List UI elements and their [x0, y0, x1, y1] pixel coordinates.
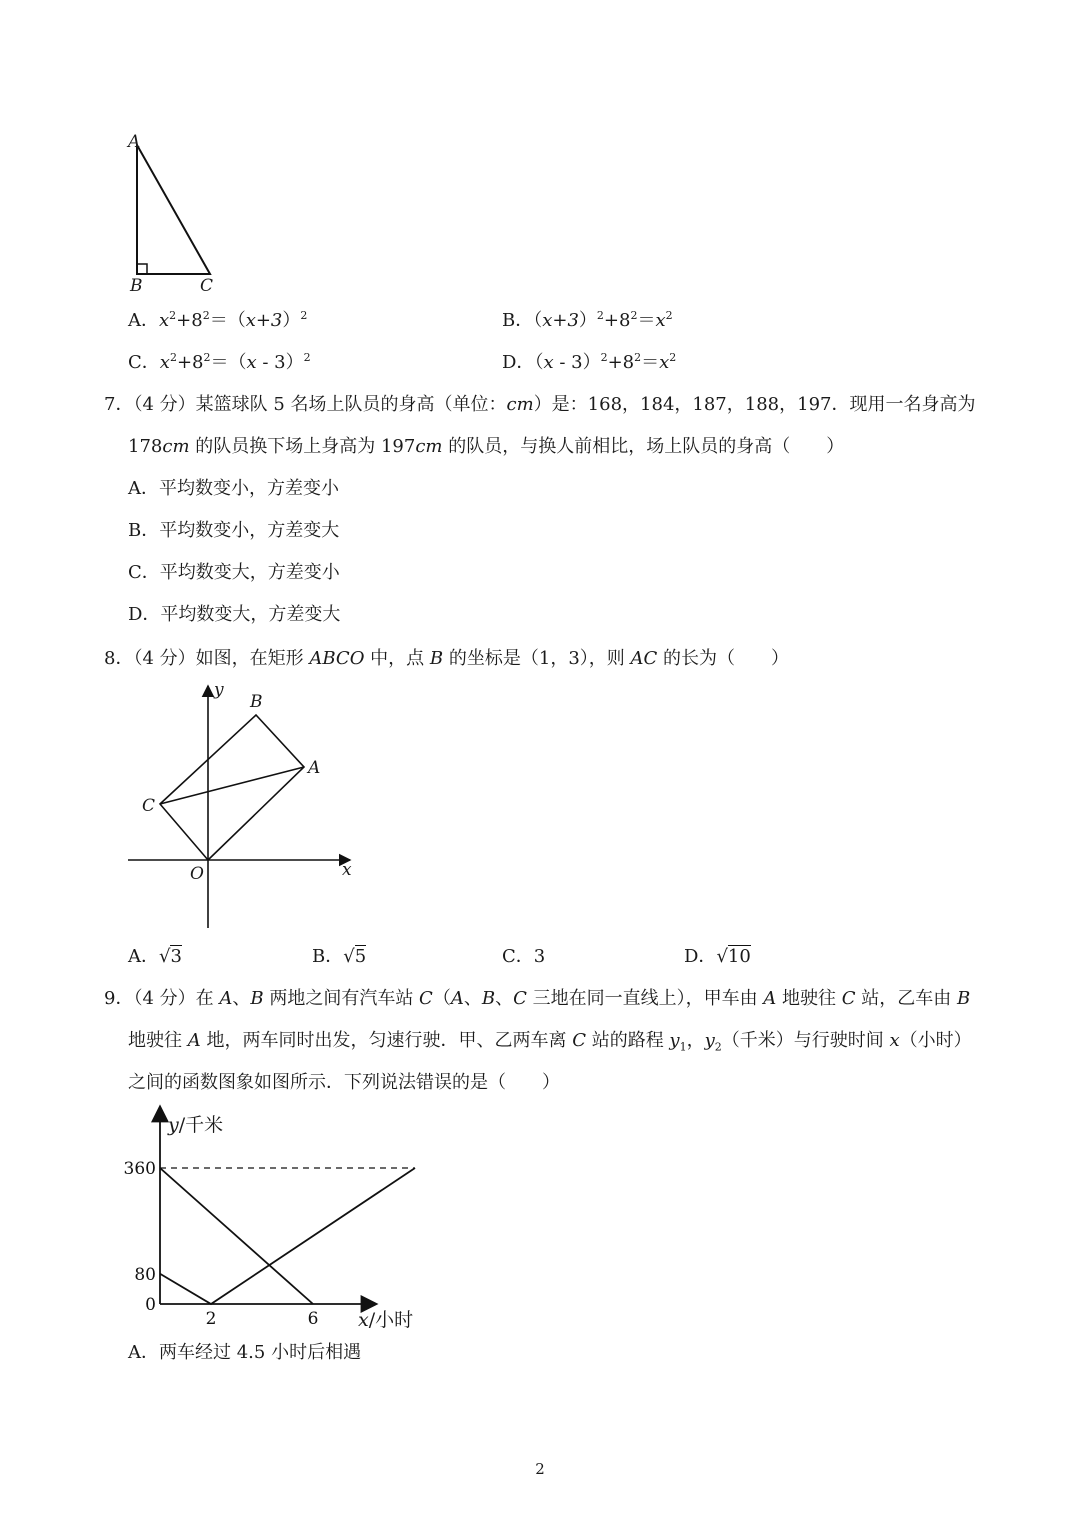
- q7-option-d[interactable]: D．平均数变大，方差变大: [128, 604, 341, 625]
- q6-option-a[interactable]: A．$x^2+8^2=(x+3)^2$: [128, 309, 308, 331]
- sqrt-sign-icon: √: [343, 946, 355, 967]
- q6-option-c[interactable]: C．$x^2+8^2=(x - 3)^2$: [128, 351, 311, 373]
- q7-option-a[interactable]: A．平均数变小，方差变小: [128, 478, 339, 499]
- triangle-label-b: B: [130, 276, 143, 296]
- q8-label-o: O: [190, 864, 204, 884]
- q8-label-c: C: [142, 796, 156, 816]
- y-tick-label: 360: [123, 1159, 156, 1179]
- x-tick-label: 2: [205, 1309, 217, 1329]
- y-tick-label: 0: [145, 1295, 156, 1315]
- x-tick-label: 6: [307, 1309, 319, 1329]
- q8-option-c[interactable]: C．3: [502, 946, 546, 967]
- y-tick-label: 80: [134, 1264, 156, 1285]
- q7-stem-line2: 178cm 的队员换下场上身高为 197cm 的队员，与换人前相比，场上队员的身高（ ）: [128, 436, 845, 457]
- q9-stem-line2: 地驶往 A 地，两车同时出发，匀速行驶．甲、乙两车离 C 站的路程 $y_1$，$y_2$（千米）与行驶时间 x（小时）: [128, 1030, 972, 1054]
- q8-label-b: B: [250, 692, 263, 712]
- q8-option-a[interactable]: A．√3: [128, 946, 182, 967]
- q8-option-d[interactable]: D．√10: [684, 946, 751, 967]
- sqrt-sign-icon: √: [159, 946, 171, 967]
- q8-label-y: y: [214, 680, 224, 700]
- triangle-label-c: C: [200, 276, 214, 296]
- q8-stem: 8．（4 分）如图，在矩形 ABCO 中，点 B 的坐标是（1，3），则 AC 的长为（ ）: [104, 648, 790, 669]
- q7-option-c[interactable]: C．平均数变大，方差变小: [128, 562, 340, 583]
- q9-stem-line1: 9．（4 分）在 A、B 两地之间有汽车站 C（A、B、C 三地在同一直线上），甲车由 A 地驶往 C 站，乙车由 B: [104, 988, 971, 1009]
- q6-option-b[interactable]: B．$(x+3)^2+8^2=x^2$: [502, 309, 673, 331]
- q6-option-d[interactable]: D．$(x - 3)^2+8^2=x^2$: [502, 351, 677, 373]
- q7-stem-line1: 7．（4 分）某篮球队 5 名场上队员的身高（单位：cm）是：168，184，187，188，197．现用一名身高为: [104, 394, 976, 415]
- q9-option-a[interactable]: A．两车经过 4.5 小时后相遇: [128, 1342, 362, 1363]
- series-line-2: [160, 1168, 415, 1304]
- q9-y-axis-label: y/千米: [168, 1114, 224, 1136]
- page-number: 2: [535, 1460, 545, 1478]
- q8-label-a: A: [308, 758, 321, 778]
- q7-option-b[interactable]: B．平均数变小，方差变大: [128, 520, 340, 541]
- q9-stem-line3: 之间的函数图象如图所示．下列说法错误的是（ ）: [128, 1072, 560, 1093]
- sqrt-sign-icon: √: [716, 946, 728, 967]
- triangle-label-a: A: [128, 132, 141, 152]
- series-line-1: [160, 1168, 313, 1304]
- q8-option-b[interactable]: B．√5: [312, 946, 367, 967]
- rectangle-coordinate-figure: [120, 680, 360, 930]
- q8-label-x: x: [342, 860, 352, 880]
- q9-x-axis-label: x/小时: [358, 1309, 414, 1331]
- right-triangle-figure: [120, 130, 230, 300]
